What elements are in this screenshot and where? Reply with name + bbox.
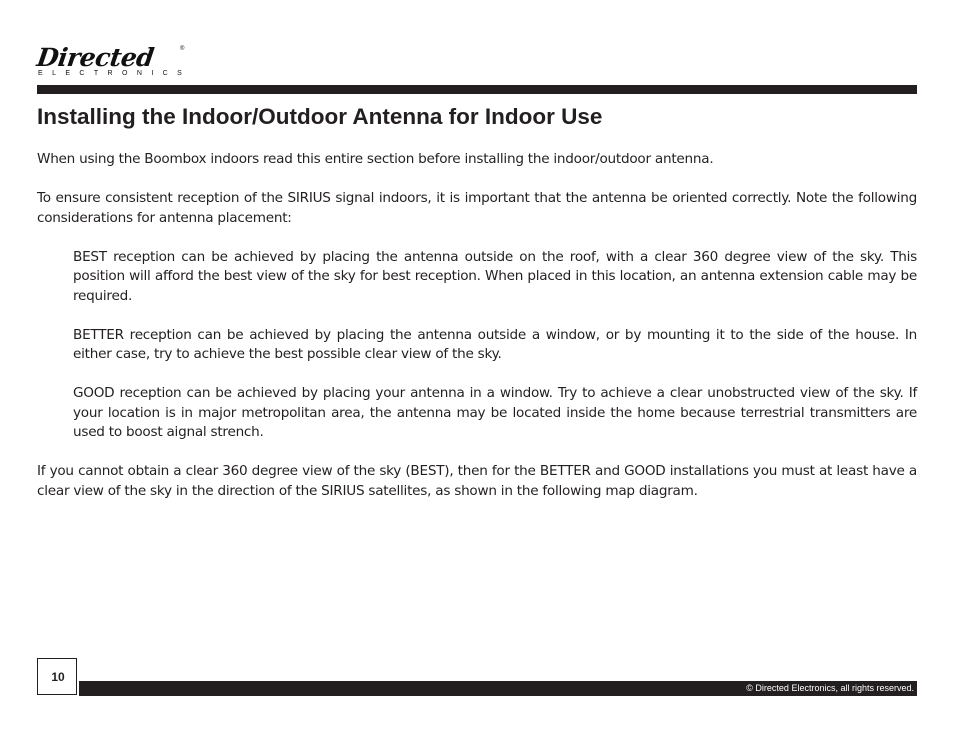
directed-electronics-logo xyxy=(35,43,192,80)
footer-bar xyxy=(79,681,917,696)
header-divider xyxy=(37,85,917,94)
logo-registered-mark: ® xyxy=(180,46,185,52)
best-reception-paragraph: BEST reception can be achieved by placing the antenna outside on the roof, with a clear 360 degree view of the sky. This position will afford the best view of the sky for best reception. When placed in this location, an antenna extension cable may be required. xyxy=(73,248,917,304)
page-title: Installing the Indoor/Outdoor Antenna for Indoor Use xyxy=(37,104,603,129)
copyright-notice: © Directed Electronics, all rights reserved. xyxy=(746,683,914,693)
logo-wordmark: Directed xyxy=(35,43,156,72)
good-reception-paragraph: GOOD reception can be achieved by placing your antenna in a window. Try to achieve a clear unobstructed view of the sky. If your location is in major metropolitan area, the antenna may be located inside the home because terrestrial transmitters are used to boost aignal strench. xyxy=(73,385,917,440)
orientation-paragraph: To ensure consistent reception of the SIRIUS signal indoors, it is important that the antenna be oriented correctly. Note the following considerations for antenna placement: xyxy=(37,190,917,226)
satellite-view-paragraph: If you cannot obtain a clear 360 degree view of the sky (BEST), then for the BETTER and GOOD installations you must at least have a clear view of the sky in the direction of the SIRIUS satellites, as shown in the following map diagram. xyxy=(37,463,917,499)
intro-paragraph: When using the Boombox indoors read this entire section before installing the indoor/outdoor antenna. xyxy=(37,151,714,167)
body-text xyxy=(37,150,917,521)
page-number: 10 xyxy=(51,670,65,684)
page-number-box xyxy=(37,658,77,695)
logo-subtitle: ELECTRONICS xyxy=(38,70,192,77)
better-reception-paragraph: BETTER reception can be achieved by placing the antenna outside a window, or by mounting it to the side of the house. In either case, try to achieve the best possible clear view of the sky. xyxy=(73,326,917,362)
